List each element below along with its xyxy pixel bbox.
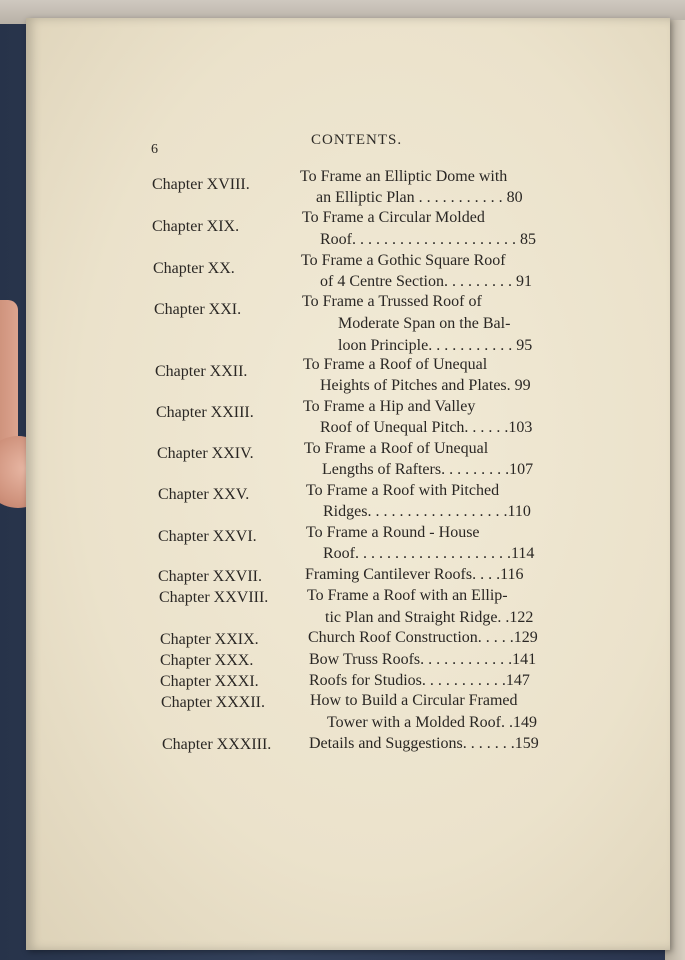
book-page xyxy=(26,18,670,950)
chapter-label: Chapter XXVI. xyxy=(158,528,257,545)
entry-line: Roof of Unequal Pitch. . . . . .103 xyxy=(320,419,533,436)
running-head: CONTENTS. xyxy=(311,132,403,148)
entry-line: Roofs for Studios. . . . . . . . . . .147 xyxy=(309,672,530,689)
entry-line: To Frame a Hip and Valley xyxy=(303,398,476,415)
chapter-label: Chapter XXVII. xyxy=(158,568,262,585)
entry-line: To Frame a Roof of Unequal xyxy=(303,356,488,373)
entry-line: loon Principle. . . . . . . . . . . 95 xyxy=(338,337,533,354)
chapter-label: Chapter XXXII. xyxy=(161,694,265,711)
entry-line: Heights of Pitches and Plates. 99 xyxy=(320,377,531,394)
chapter-label: Chapter XXIX. xyxy=(160,631,259,648)
entry-line: To Frame a Roof with an Ellip- xyxy=(307,587,508,604)
entry-line: of 4 Centre Section. . . . . . . . . 91 xyxy=(320,273,532,290)
entry-line: Details and Suggestions. . . . . . .159 xyxy=(309,735,539,752)
entry-line: Moderate Span on the Bal- xyxy=(338,315,511,332)
chapter-label: Chapter XXIV. xyxy=(157,445,254,462)
page-number: 6 xyxy=(151,142,158,157)
chapter-label: Chapter XXX. xyxy=(160,652,254,669)
entry-line: Church Roof Construction. . . . .129 xyxy=(308,629,538,646)
chapter-label: Chapter XVIII. xyxy=(152,176,250,193)
chapter-label: Chapter XXV. xyxy=(158,486,250,503)
entry-line: Tower with a Molded Roof. .149 xyxy=(327,714,537,731)
entry-line: To Frame a Circular Molded xyxy=(302,209,485,226)
chapter-label: Chapter XXII. xyxy=(155,363,248,380)
entry-line: Ridges. . . . . . . . . . . . . . . . . .110 xyxy=(323,503,531,520)
entry-line: How to Build a Circular Framed xyxy=(310,692,518,709)
chapter-label: Chapter XXVIII. xyxy=(159,589,269,606)
chapter-label: Chapter XXXI. xyxy=(160,673,259,690)
entry-line: Lengths of Rafters. . . . . . . . .107 xyxy=(322,461,534,478)
entry-line: To Frame a Gothic Square Roof xyxy=(301,252,506,269)
entry-line: To Frame an Elliptic Dome with xyxy=(300,168,508,185)
entry-line: tic Plan and Straight Ridge. .122 xyxy=(325,609,534,626)
table-of-contents xyxy=(26,18,670,818)
entry-line: Framing Cantilever Roofs. . . .116 xyxy=(305,566,524,583)
entry-line: To Frame a Roof with Pitched xyxy=(306,482,500,499)
entry-line: Roof. . . . . . . . . . . . . . . . . . . .114 xyxy=(323,545,535,562)
entry-line: Bow Truss Roofs. . . . . . . . . . . .141 xyxy=(309,651,537,668)
chapter-label: Chapter XXXIII. xyxy=(162,736,272,753)
chapter-label: Chapter XIX. xyxy=(152,218,240,235)
entry-line: To Frame a Round - House xyxy=(306,524,480,541)
entry-line: an Elliptic Plan . . . . . . . . . . . 80 xyxy=(316,189,523,206)
entry-line: Roof. . . . . . . . . . . . . . . . . . . . . 85 xyxy=(320,231,536,248)
entry-line: To Frame a Trussed Roof of xyxy=(302,293,482,310)
chapter-label: Chapter XXIII. xyxy=(156,404,254,421)
chapter-label: Chapter XX. xyxy=(153,260,235,277)
hand-finger xyxy=(0,300,18,450)
entry-line: To Frame a Roof of Unequal xyxy=(304,440,489,457)
chapter-label: Chapter XXI. xyxy=(154,301,242,318)
